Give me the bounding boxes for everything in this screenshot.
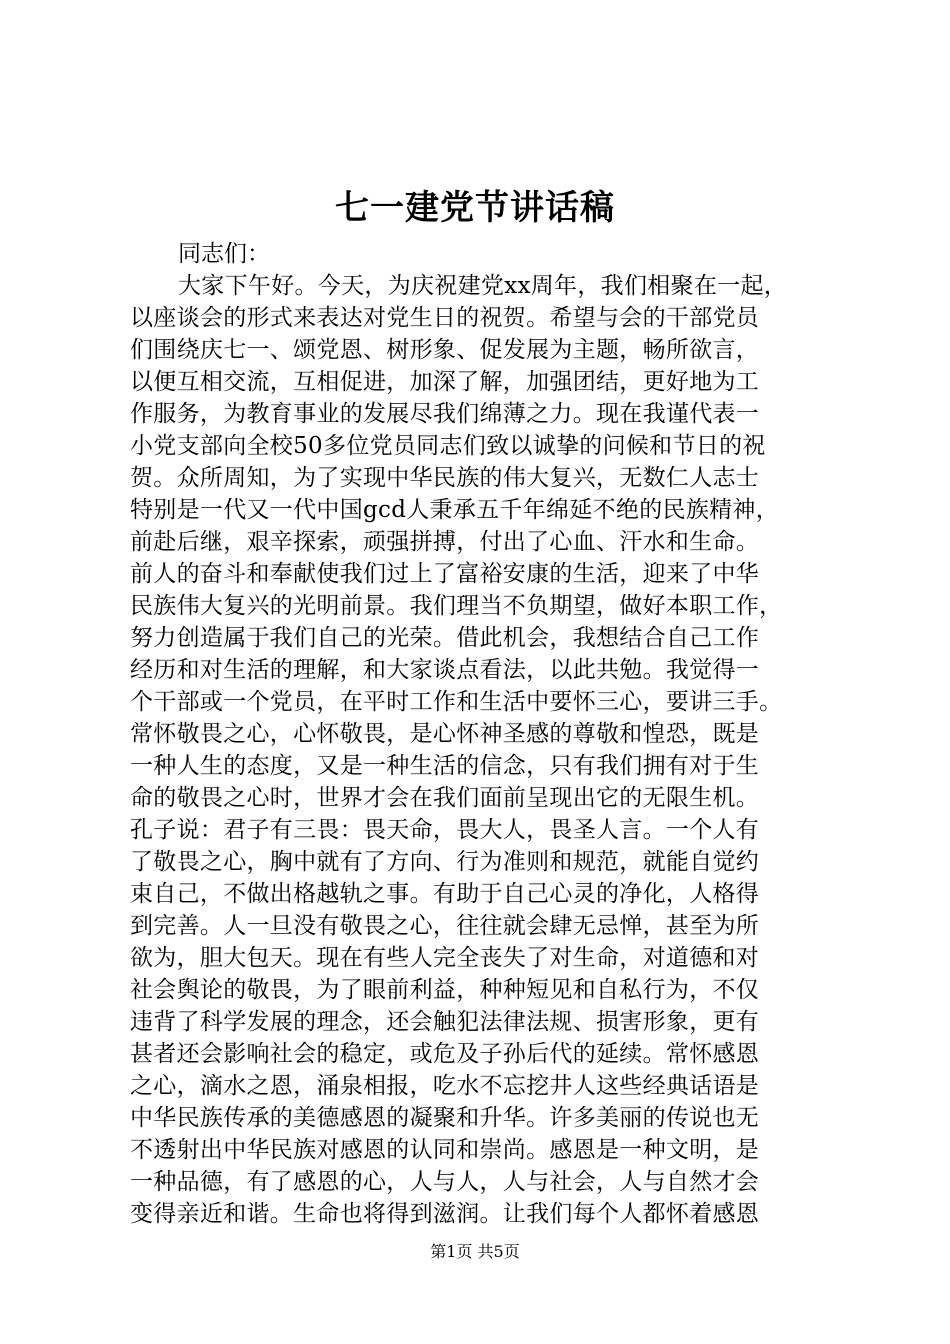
text-line: 民族伟大复兴的光明前景。我们理当不负期望，做好本职工作，	[130, 593, 783, 619]
text-line: 变得亲近和谐。生命也将得到滋润。让我们每个人都怀着感恩	[130, 1201, 760, 1227]
text-line: 一种人生的态度，又是一种生活的信念，只有我们拥有对于生	[130, 753, 760, 779]
body-text	[130, 270, 860, 1230]
text-line: 小党支部向全校50多位党员同志们致以诚挚的问候和节日的祝	[130, 433, 766, 459]
text-line: 不透射出中华民族对感恩的认同和崇尚。感恩是一种文明，是	[130, 1137, 760, 1163]
text-line: 束自己，不做出格越轨之事。有助于自己心灵的净化，人格得	[130, 881, 760, 907]
text-line: 们围绕庆七一、颂党恩、树形象、促发展为主题，畅所欲言，	[130, 337, 760, 363]
text-line: 中华民族传承的美德感恩的凝聚和升华。许多美丽的传说也无	[130, 1105, 760, 1131]
text-line: 特别是一代又一代中国gcd人秉承五千年绵延不绝的民族精神，	[130, 497, 780, 523]
document-title: 七一建党节讲话稿	[335, 188, 615, 228]
text-line: 命的敬畏之心时，世界才会在我们面前呈现出它的无限生机。	[130, 785, 760, 811]
text-line: 欲为，胆大包天。现在有些人完全丧失了对生命，对道德和对	[130, 945, 760, 971]
text-line: 社会舆论的敬畏，为了眼前利益，种种短见和自私行为，不仅	[130, 977, 760, 1003]
text-line: 个干部或一个党员，在平时工作和生活中要怀三心，要讲三手。	[130, 689, 783, 715]
text-line: 以座谈会的形式来表达对党生日的祝贺。希望与会的干部党员	[130, 305, 760, 331]
text-line: 前赴后继，艰辛探索，顽强拼搏，付出了心血、汗水和生命。	[130, 529, 760, 555]
text-line: 违背了科学发展的理念，还会触犯法律法规、损害形象，更有	[130, 1009, 760, 1035]
text-line: 作服务，为教育事业的发展尽我们绵薄之力。现在我谨代表一	[130, 401, 760, 427]
text-line: 经历和对生活的理解，和大家谈点看法，以此共勉。我觉得一	[130, 657, 760, 683]
text-line: 以便互相交流，互相促进，加深了解，加强团结，更好地为工	[130, 369, 760, 395]
text-line: 努力创造属于我们自己的光荣。借此机会，我想结合自己工作	[130, 625, 760, 651]
text-line: 大家下午好。今天，为庆祝建党xx周年，我们相聚在一起，	[178, 273, 788, 299]
page-footer: 第1页 共5页	[430, 1242, 520, 1261]
greeting-text: 同志们：	[178, 241, 270, 267]
text-line: 贺。众所周知，为了实现中华民族的伟大复兴，无数仁人志士	[130, 465, 760, 491]
text-line: 了敬畏之心，胸中就有了方向、行为准则和规范，就能自觉约	[130, 849, 760, 875]
text-line: 孔子说：君子有三畏：畏天命，畏大人，畏圣人言。一个人有	[130, 817, 760, 843]
text-line: 一种品德，有了感恩的心，人与人，人与社会，人与自然才会	[130, 1169, 760, 1195]
text-line: 常怀敬畏之心，心怀敬畏，是心怀神圣感的尊敬和惶恐，既是	[130, 721, 760, 747]
text-line: 前人的奋斗和奉献使我们过上了富裕安康的生活，迎来了中华	[130, 561, 760, 587]
text-line: 之心，滴水之恩，涌泉相报，吃水不忘挖井人这些经典话语是	[130, 1073, 760, 1099]
text-line: 甚者还会影响社会的稳定，或危及子孙后代的延续。常怀感恩	[130, 1041, 760, 1067]
text-line: 到完善。人一旦没有敬畏之心，往往就会肆无忌惮，甚至为所	[130, 913, 760, 939]
